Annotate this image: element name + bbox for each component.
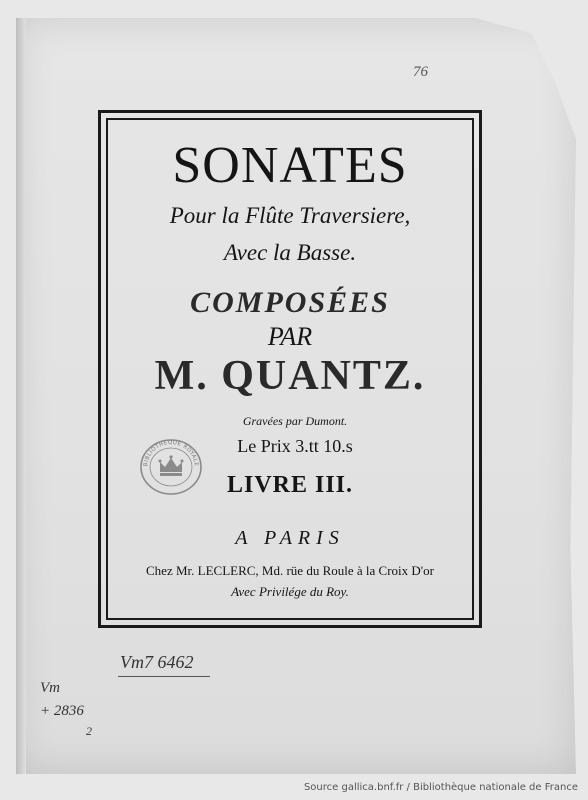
city-line: A PARIS [235, 527, 345, 549]
composer-name: M. QUANTZ. [154, 353, 426, 399]
source-credit: Source gallica.bnf.fr / Bibliothèque nationale de France [303, 782, 578, 793]
book-number: LIVRE III. [226, 472, 354, 498]
folio-number: 76 [413, 64, 428, 80]
shelfmark-note: Vm7 6462 [120, 652, 194, 672]
page-spine [16, 18, 26, 774]
privilege-line: Avec Privilége du Roy. [231, 584, 349, 599]
call-number-line-3: 2 [86, 724, 92, 738]
publisher-line: Chez Mr. LECLERC, Md. rüe du Roule à la Croix D'or [146, 563, 434, 578]
library-stamp [138, 436, 204, 496]
accompaniment-line: Avec la Basse. [223, 240, 357, 265]
call-number-line-2: + 2836 [40, 703, 84, 719]
engraver-line: Gravées par Dumont. [242, 414, 348, 428]
price-line: Le Prix 3.tt 10.s [237, 436, 353, 456]
by-line: PAR [267, 322, 313, 351]
crown-icon [159, 455, 184, 476]
instrument-line: Pour la Flûte Traversiere, [169, 203, 411, 228]
composed-line: COMPOSÉES [190, 286, 390, 319]
stamp-text: BIBLIOTHEQUE ROYALE [143, 439, 199, 467]
shelfmark-underline [118, 676, 210, 677]
page-title: SONATES [172, 137, 408, 194]
call-number-line-1: Vm [40, 680, 60, 696]
